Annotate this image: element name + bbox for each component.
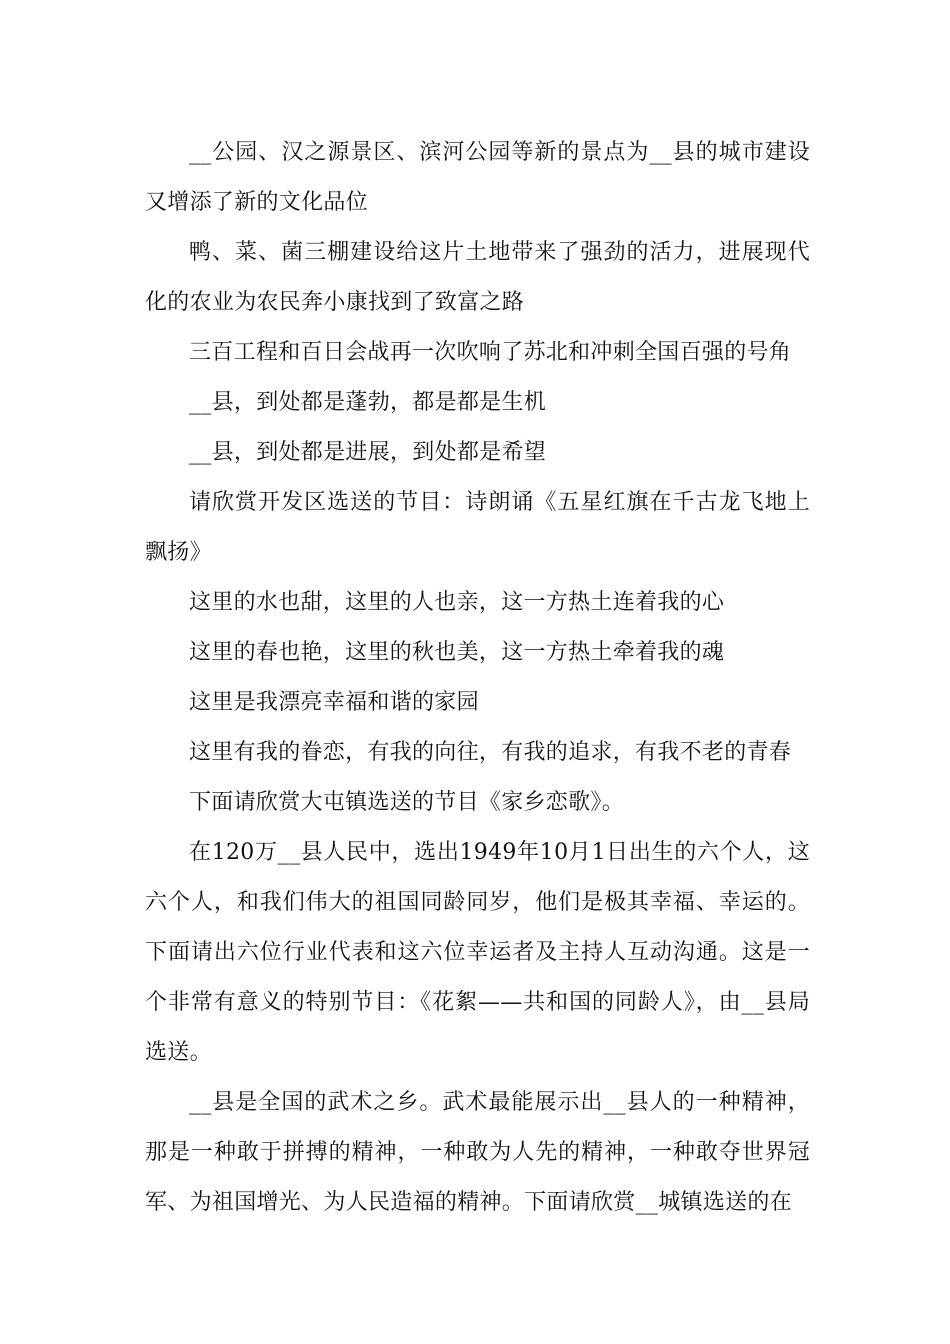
paragraph-8: 这里的春也艳，这里的秋也美，这一方热土牵着我的魂 <box>189 640 725 665</box>
paragraph-9: 这里是我漂亮幸福和谐的家园 <box>189 690 479 715</box>
paragraph-12: 在120万__县人民中，选出1949年10月1日出生的六个人，这六个人，和我们伟大的祖国同龄同岁，他们是极其幸福、幸运的。下面请出六位行业代表和这六位幸运者及主持人互动沟通。这是一个非常有意义的特别节目：《花絮——共和国的同龄人》，由__县局选送。 <box>145 840 810 1065</box>
paragraph-4: __县，到处都是蓬勃，都是都是生机 <box>189 390 547 415</box>
paragraph-13: __县是全国的武术之乡。武术最能展示出__县人的一种精神，那是一种敢于拼搏的精神，一种敢为人先的精神，一种敢夺世界冠军、为祖国增光、为人民造福的精神。下面请欣赏__城镇选送的在 <box>145 1090 810 1215</box>
paragraph-10: 这里有我的眷恋，有我的向往，有我的追求，有我不老的青春 <box>189 740 792 765</box>
paragraph-5: __县，到处都是进展，到处都是希望 <box>189 440 547 465</box>
paragraph-7: 这里的水也甜，这里的人也亲，这一方热土连着我的心 <box>189 590 725 615</box>
paragraph-1: __公园、汉之源景区、滨河公园等新的景点为__县的城市建设又增添了新的文化品位 <box>145 140 810 215</box>
paragraph-2: 鸭、菜、菌三棚建设给这片土地带来了强劲的活力，进展现代化的农业为农民奔小康找到了致富之路 <box>145 240 810 315</box>
paragraph-11: 下面请欣赏大屯镇选送的节目《家乡恋歌》。 <box>189 790 625 815</box>
paragraph-3: 三百工程和百日会战再一次吹响了苏北和冲刺全国百强的号角 <box>189 340 792 365</box>
paragraph-6: 请欣赏开发区选送的节目：诗朗诵《五星红旗在千古龙飞地上飘扬》 <box>145 490 810 565</box>
document-body <box>145 128 810 1228</box>
